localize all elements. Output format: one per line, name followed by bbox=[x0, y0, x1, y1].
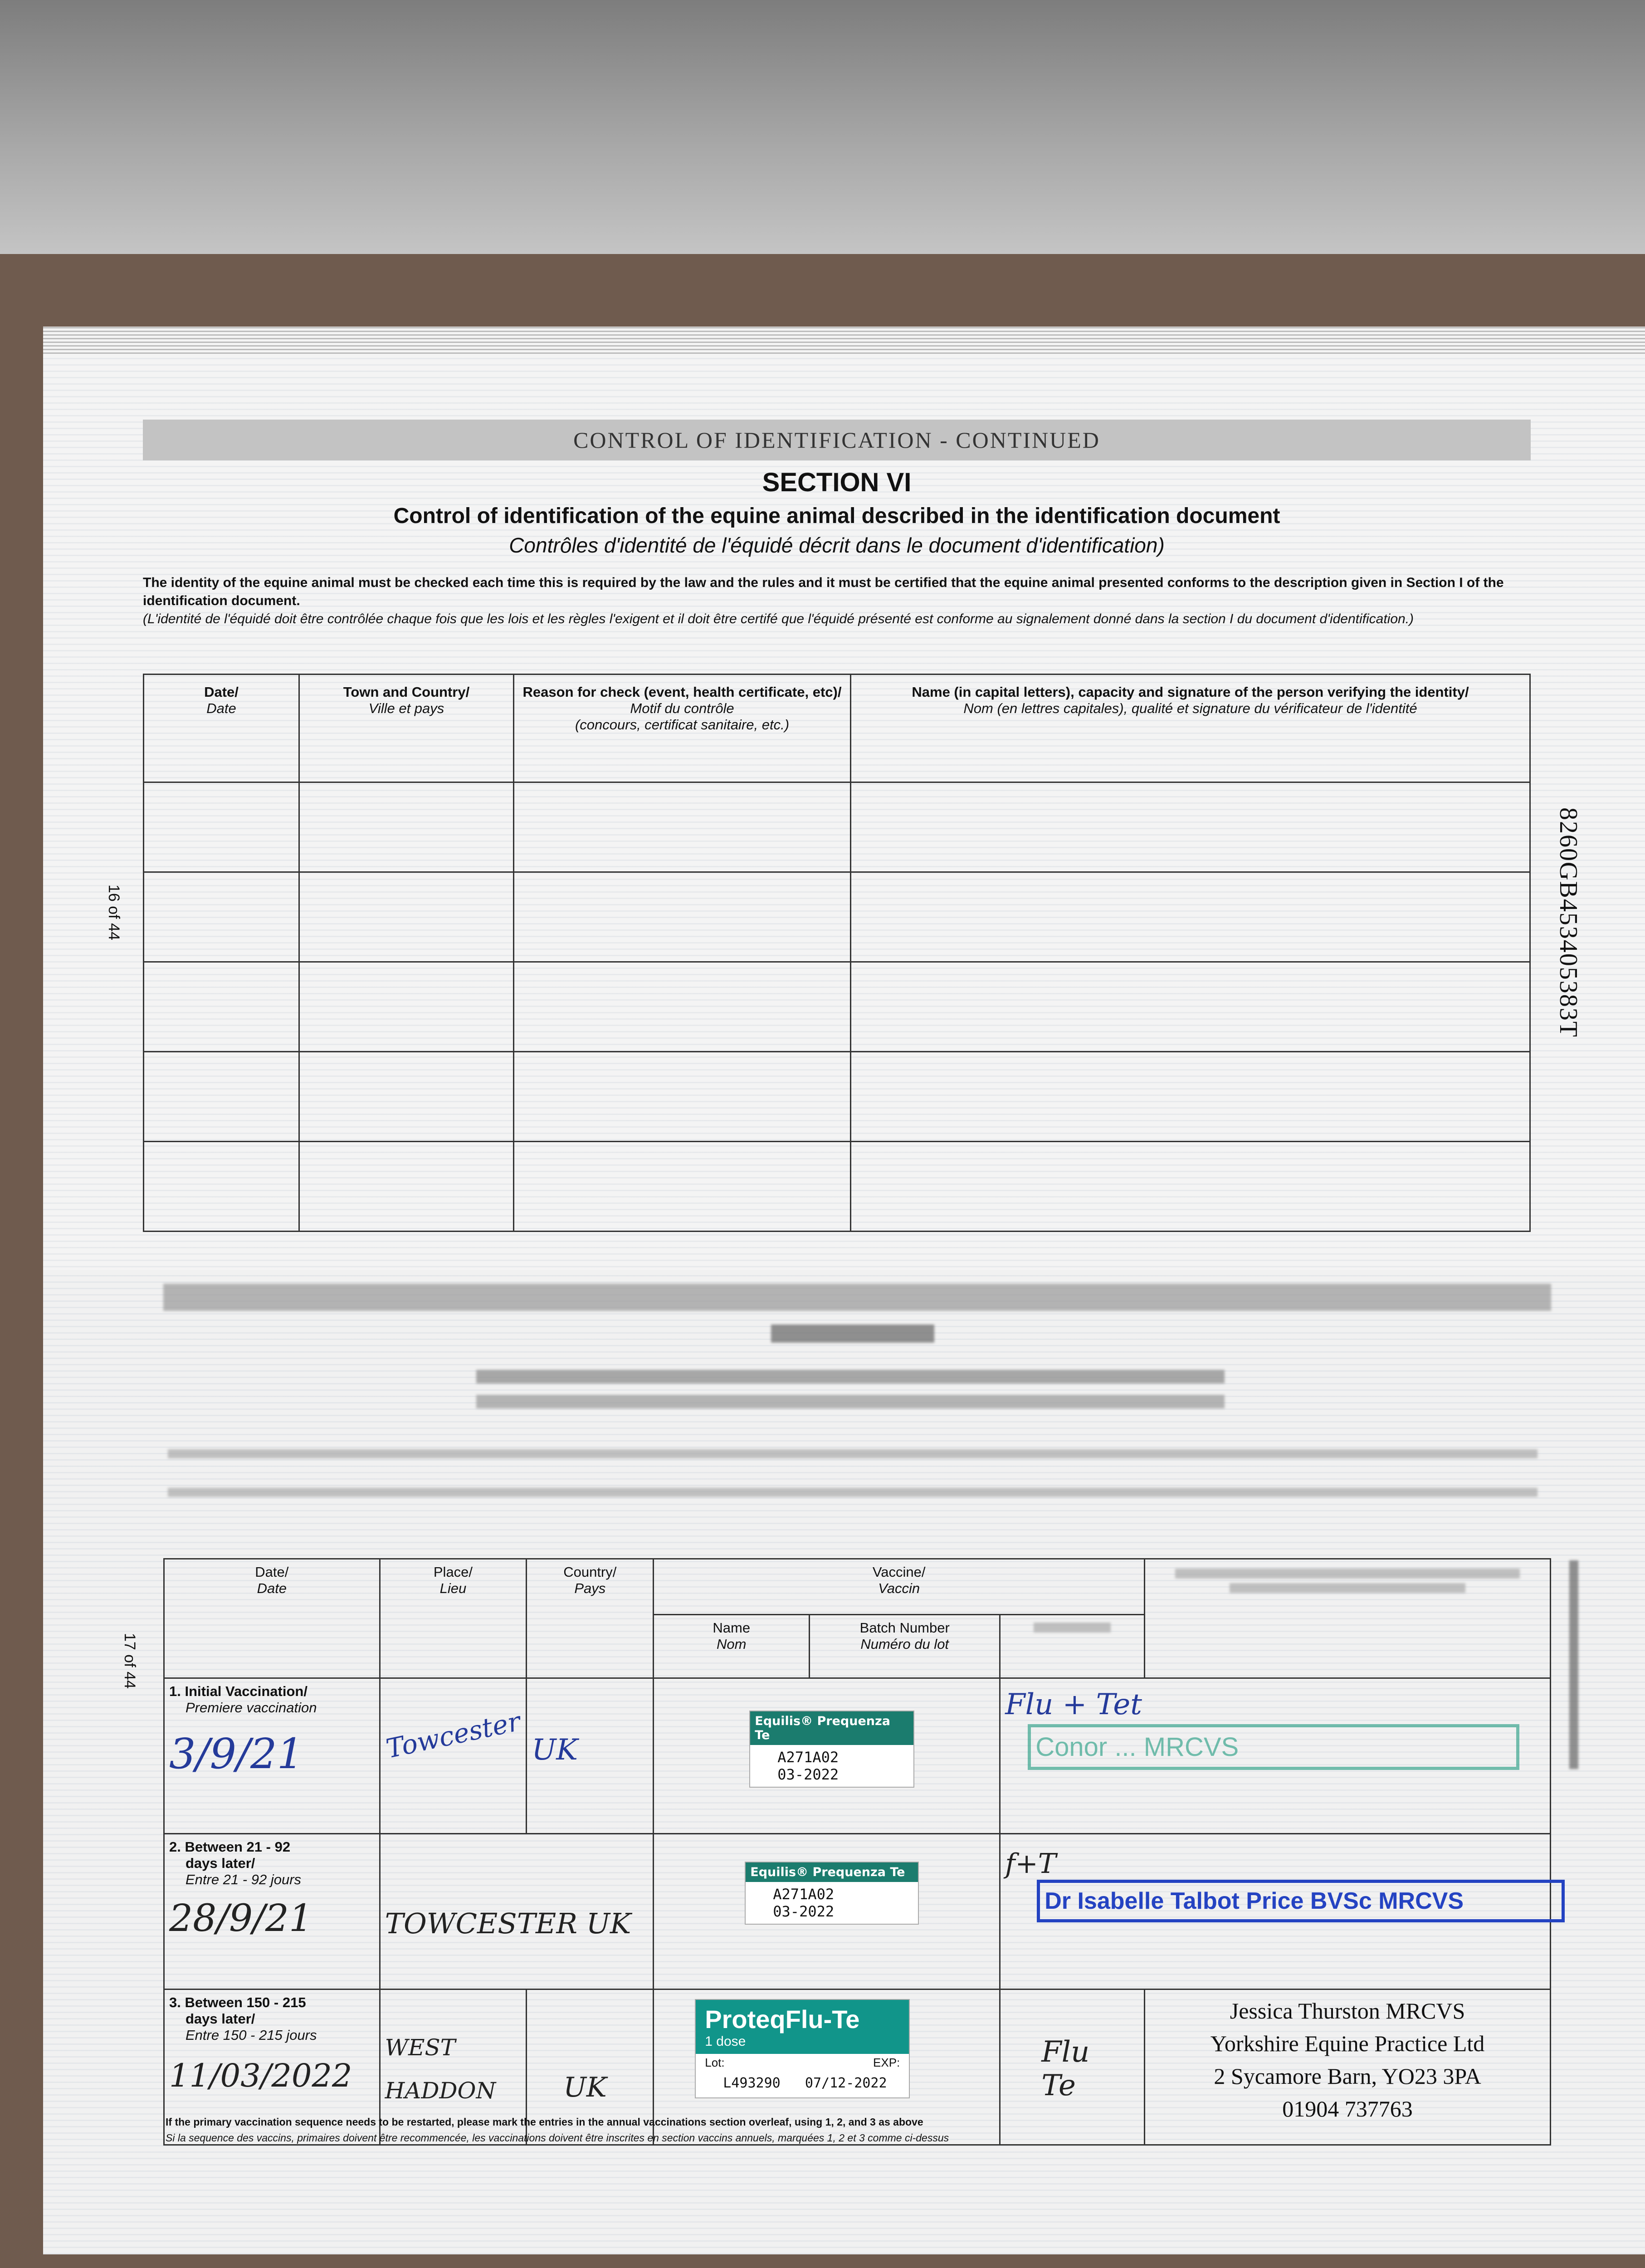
col-date: Date/ Date bbox=[144, 675, 299, 782]
row-label: 3. Between 150 - 215 days later/ Entre 150 - 215 jours 11/03/2022 bbox=[164, 1989, 380, 2145]
blurred-heading bbox=[771, 1325, 934, 1343]
vaccine-sticker: ProteqFlu-Te 1 dose Lot: EXP: L493290 07/12-2022 bbox=[695, 1999, 910, 2098]
country-value: UK bbox=[563, 2072, 607, 2103]
table-header bbox=[144, 675, 1530, 782]
blurred-intro-fr bbox=[168, 1488, 1538, 1497]
table-row bbox=[144, 1052, 1530, 1142]
row-label: 2. Between 21 - 92 days later/ Entre 21 - 92 jours 28/9/21 bbox=[164, 1834, 380, 1989]
row-label: 1. Initial Vaccination/ Premiere vaccination 3/9/21 bbox=[164, 1678, 380, 1834]
page-number: 17 of 44 bbox=[121, 1633, 138, 1689]
table-row bbox=[144, 782, 1530, 872]
intro-text-fr: (L'identité de l'équidé doit être contrôlée chaque fois que les lois et les règles l'exigent et il doit être certifé que l'équidé présenté est conforme au signalement donné dans la section I du document d'identification.) bbox=[143, 611, 1414, 626]
vaccine-sticker: Equilis® Prequenza Te A271A02 03-2022 bbox=[745, 1862, 919, 1925]
table-header bbox=[164, 1559, 1551, 1615]
footer-note: If the primary vaccination sequence needs to be restarted, please mark the entries in the annual vaccinations section overleaf, using 1, 2, and 3 as above bbox=[166, 2116, 923, 2128]
col-practice bbox=[1145, 1559, 1551, 1678]
place-value: TOWCESTER UK bbox=[385, 1907, 631, 1940]
page-number: 16 of 44 bbox=[105, 885, 122, 940]
page-edge-stripes bbox=[43, 327, 1645, 354]
blurred-banner bbox=[163, 1284, 1551, 1311]
section-title-fr: Contrôles d'identité de l'équidé décrit dans le document d'identification) bbox=[509, 533, 1165, 557]
country-value: UK bbox=[532, 1733, 578, 1767]
identification-table bbox=[143, 674, 1531, 1232]
col-disease bbox=[1000, 1615, 1145, 1678]
passport-serial: 8260GB453405383T bbox=[1554, 807, 1582, 1038]
disease-value: Flu Te bbox=[1041, 2035, 1090, 2102]
col-town: Town and Country/ Ville et pays bbox=[299, 675, 514, 782]
blurred-serial bbox=[1569, 1560, 1578, 1769]
col-vaccine-name: Name Nom bbox=[654, 1615, 810, 1678]
table-row bbox=[144, 872, 1530, 962]
col-reason: Reason for check (event, health certificate, etc)/ Motif du contrôle (concours, certificat sanitaire, etc.) bbox=[514, 675, 851, 782]
blurred-subtitle bbox=[476, 1395, 1225, 1408]
table-row bbox=[164, 1834, 1551, 1989]
vaccination-table bbox=[163, 1558, 1551, 2146]
footer-note-fr: Si la sequence des vaccins, primaires doivent être recommencée, les vaccinations doivent être inscrites en section vaccins annuels, marquées 1, 2 et 3 comme ci-dessus bbox=[166, 2132, 949, 2144]
scanner-background bbox=[0, 0, 1645, 272]
disease-value: Flu + Tet bbox=[1005, 1688, 1142, 1721]
date-value: 11/03/2022 bbox=[169, 2057, 352, 2094]
intro-text: The identity of the equine animal must be checked each time this is required by the law and the rules and it must be certified that the equine animal presented conforms to the description given in Section I of the identification document. bbox=[143, 575, 1504, 608]
table-row bbox=[144, 962, 1530, 1052]
col-date: Date/ Date bbox=[164, 1559, 380, 1678]
practice-address: Jessica Thurston MRCVS Yorkshire Equine Practice Ltd 2 Sycamore Barn, YO23 3PA 01904 737763 bbox=[1145, 1989, 1551, 2145]
vet-stamp: Conor ... MRCVS bbox=[1028, 1724, 1519, 1770]
col-country: Country/ Pays bbox=[527, 1559, 654, 1678]
date-value: 28/9/21 bbox=[169, 1897, 313, 1940]
table-row bbox=[144, 1142, 1530, 1232]
place-value: WEST HADDON bbox=[385, 2034, 496, 2104]
col-place: Place/ Lieu bbox=[380, 1559, 527, 1678]
col-batch: Batch Number Numéro du lot bbox=[810, 1615, 1000, 1678]
page-banner: CONTROL OF IDENTIFICATION - CONTINUED bbox=[143, 420, 1531, 460]
col-vaccine: Vaccine/ Vaccin bbox=[654, 1559, 1145, 1615]
date-value: 3/9/21 bbox=[169, 1730, 304, 1778]
section-heading: SECTION VI bbox=[762, 468, 912, 497]
disease-value: f+T bbox=[1005, 1848, 1056, 1880]
vet-stamp: Dr Isabelle Talbot Price BVSc MRCVS bbox=[1037, 1880, 1565, 1922]
vaccine-sticker: Equilis® Prequenza Te A271A02 03-2022 bbox=[749, 1711, 914, 1788]
place-value: Towcester bbox=[383, 1706, 523, 1765]
col-verifier: Name (in capital letters), capacity and signature of the person verifying the identity/ Nom (en lettres capitales), qualité et signature du vérificateur de l'identité bbox=[851, 675, 1530, 782]
table-row bbox=[164, 1678, 1551, 1834]
blurred-title bbox=[476, 1370, 1225, 1383]
blurred-intro bbox=[168, 1449, 1538, 1458]
section-title: Control of identification of the equine animal described in the identification document bbox=[393, 504, 1280, 528]
